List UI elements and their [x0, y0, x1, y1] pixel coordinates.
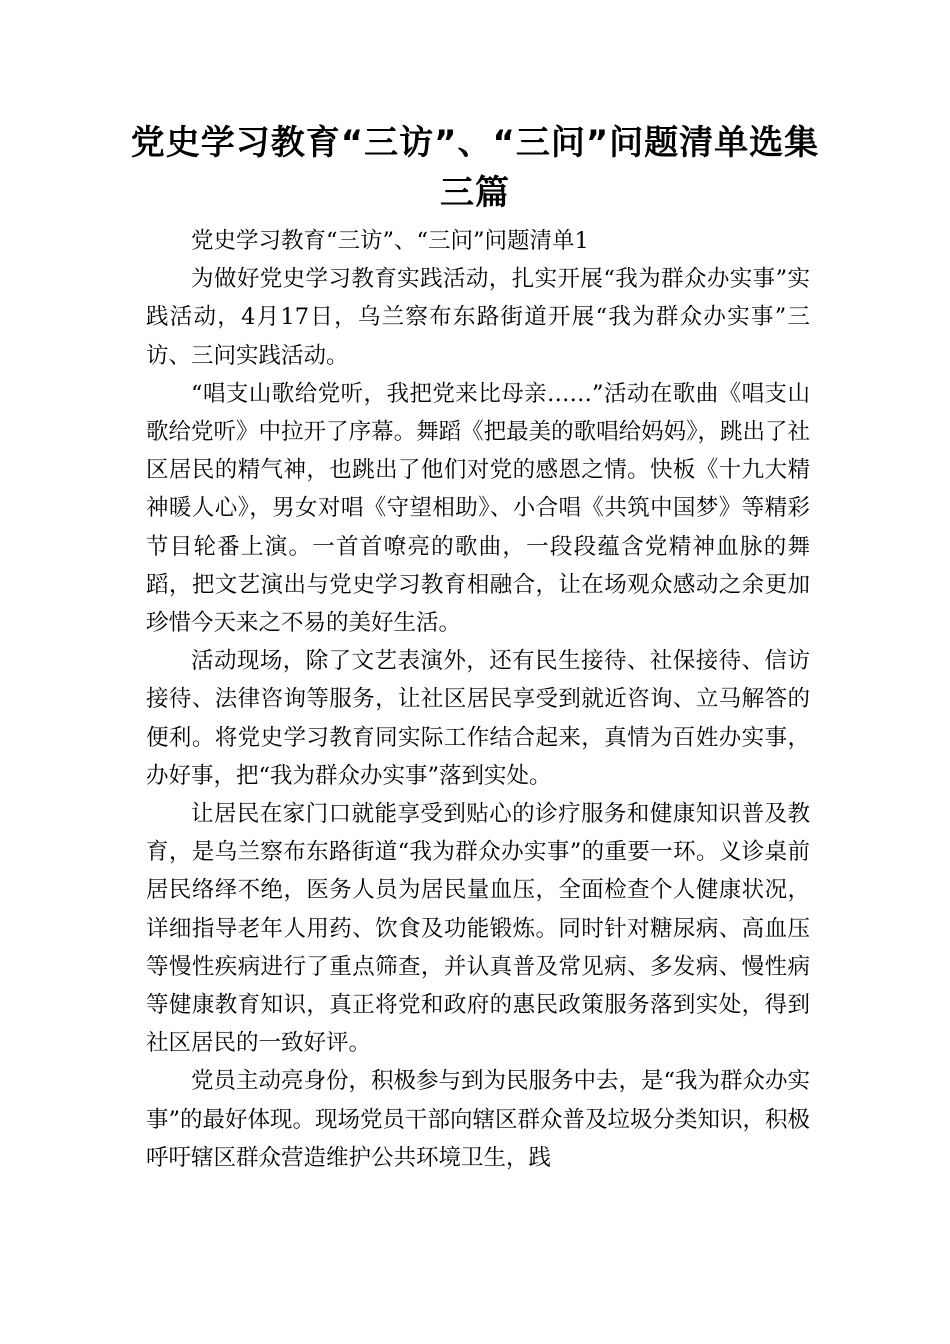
- paragraph: 让居民在家门口就能享受到贴心的诊疗服务和健康知识普及教育，是乌兰察布东路街道“我为群众办实事”的重要一环。义诊桌前居民络绎不绝，医务人员为居民量血压，全面检查个人健康状况，详细指导老年人用药、饮食及功能锻炼。同时针对糖尿病、高血压等慢性疾病进行了重点筛查，并认真普及常见病、多发病、慢性病等健康教育知识，真正将党和政府的惠民政策服务落到实处，得到社区居民的一致好评。: [146, 801, 810, 1057]
- document-body: [146, 222, 810, 1177]
- paragraph-subtitle: 党史学习教育“三访”、“三问”问题清单1: [191, 228, 589, 254]
- paragraph: “唱支山歌给党听，我把党来比母亲……”活动在歌曲《唱支山歌给党听》中拉开了序幕。舞蹈《把最美的歌唱给妈妈》，跳出了社区居民的精气神，也跳出了他们对党的感恩之情。快板《十九大精神暖人心》，男女对唱《守望相助》、小合唱《共筑中国梦》等精彩节目轮番上演。一首首嘹亮的歌曲，一段段蕴含党精神血脉的舞蹈，把文艺演出与党史学习教育相融合，让在场观众感动之余更加珍惜今天来之不易的美好生活。: [146, 380, 810, 637]
- document-title: 党史学习教育“三访”、“三问”问题清单选集三篇: [130, 123, 820, 213]
- paragraph: 党员主动亮身份，积极参与到为民服务中去，是“我为群众办实事”的最好体现。现场党员干部向辖区群众普及垃圾分类知识，积极呼吁辖区群众营造维护公共环境卫生，践: [146, 1068, 811, 1171]
- paragraph: 为做好党史学习教育实践活动，扎实开展“我为群众办实事”实践活动，4月17日，乌兰察布东路街道开展“我为群众办实事”三访、三问实践活动。: [146, 266, 810, 369]
- paragraph: 活动现场，除了文艺表演外，还有民生接待、社保接待、信访接待、法律咨询等服务，让社区居民享受到就近咨询、立马解答的便利。将党史学习教育同实际工作结合起来，真情为百姓办实事，办好事，把“我为群众办实事”落到实处。: [146, 648, 810, 789]
